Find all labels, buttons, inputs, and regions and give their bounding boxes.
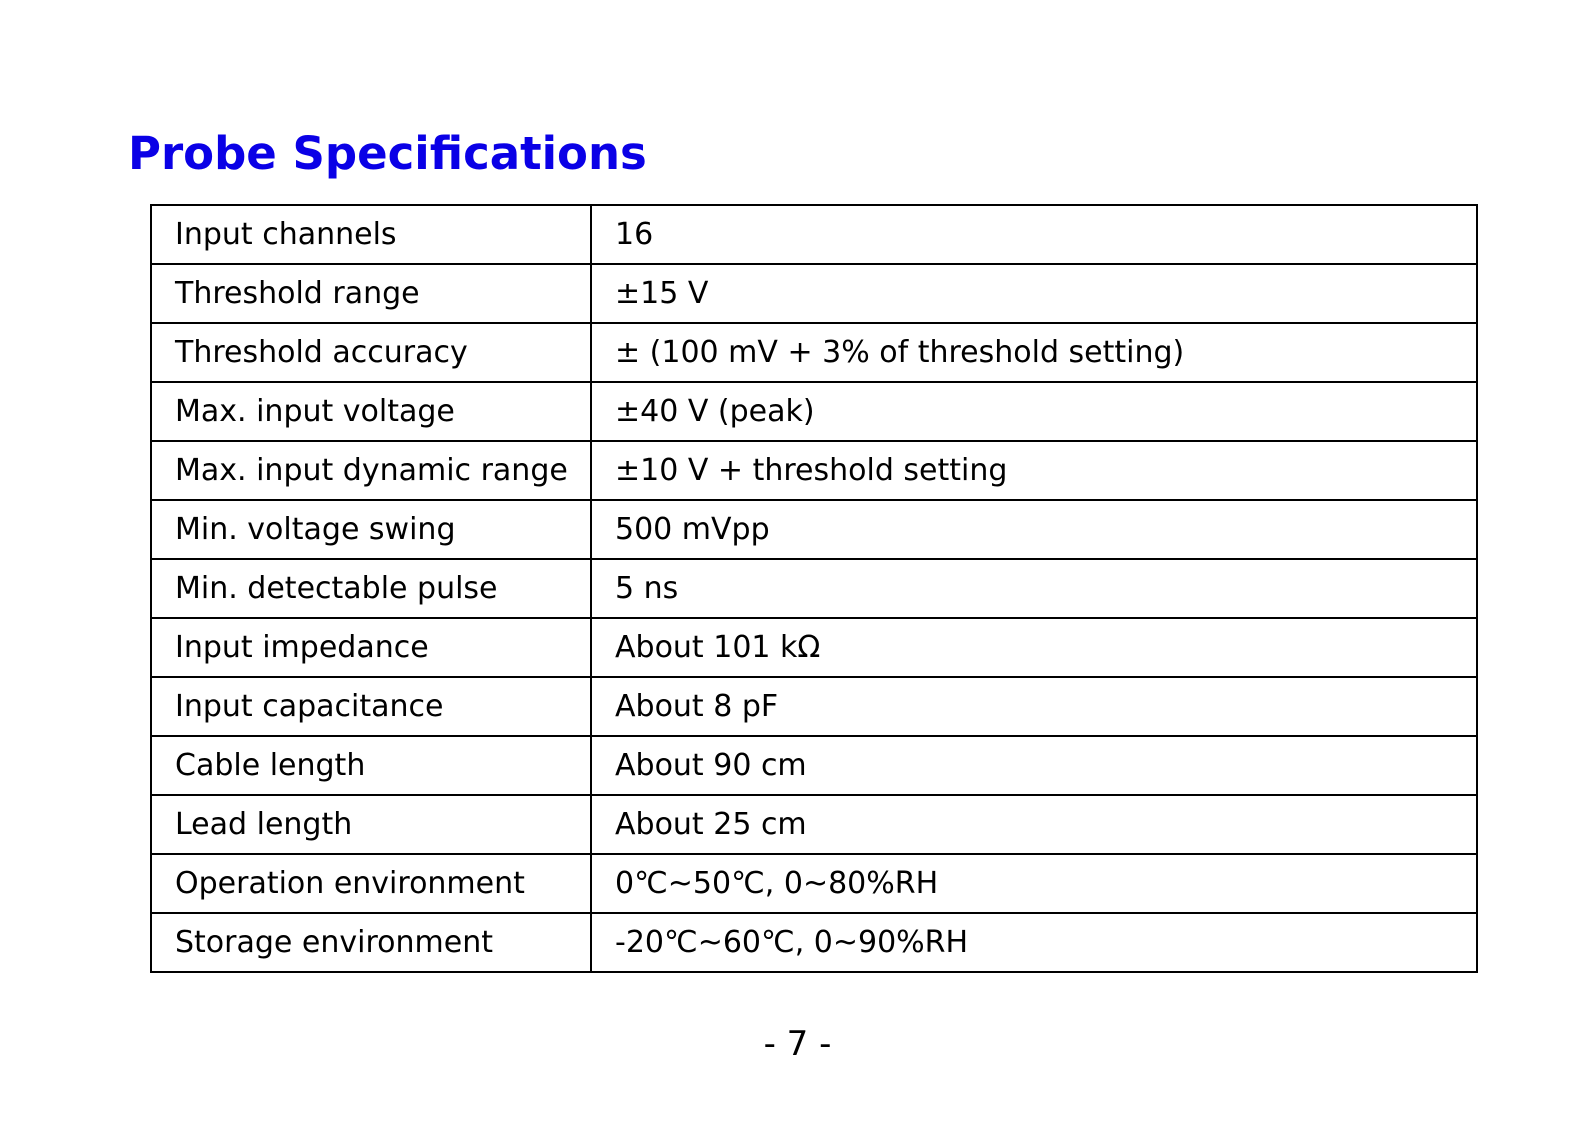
spec-label: Input impedance xyxy=(151,618,591,677)
table-row xyxy=(151,677,1477,736)
spec-value: ±15 V xyxy=(591,264,1477,323)
spec-value: ±40 V (peak) xyxy=(591,382,1477,441)
page-number: - 7 - xyxy=(763,1024,832,1064)
spec-value: About 101 kΩ xyxy=(591,618,1477,677)
table-row xyxy=(151,500,1477,559)
spec-value: 0℃~50℃, 0~80%RH xyxy=(591,854,1477,913)
spec-label: Operation environment xyxy=(151,854,591,913)
page-title: Probe Specifications xyxy=(128,127,647,180)
spec-value: ±10 V + threshold setting xyxy=(591,441,1477,500)
spec-value: 500 mVpp xyxy=(591,500,1477,559)
table-row xyxy=(151,264,1477,323)
spec-label: Min. detectable pulse xyxy=(151,559,591,618)
spec-label: Max. input voltage xyxy=(151,382,591,441)
spec-value: About 25 cm xyxy=(591,795,1477,854)
spec-label: Input channels xyxy=(151,205,591,264)
spec-value: 5 ns xyxy=(591,559,1477,618)
spec-label: Lead length xyxy=(151,795,591,854)
spec-label: Threshold range xyxy=(151,264,591,323)
table-row xyxy=(151,913,1477,972)
table-row xyxy=(151,795,1477,854)
spec-value: ± (100 mV + 3% of threshold setting) xyxy=(591,323,1477,382)
table-row xyxy=(151,323,1477,382)
table-row xyxy=(151,559,1477,618)
spec-value: 16 xyxy=(591,205,1477,264)
spec-value: -20℃~60℃, 0~90%RH xyxy=(591,913,1477,972)
spec-table xyxy=(150,204,1478,973)
spec-value: About 90 cm xyxy=(591,736,1477,795)
spec-label: Input capacitance xyxy=(151,677,591,736)
table-row xyxy=(151,854,1477,913)
table-row xyxy=(151,736,1477,795)
table-row xyxy=(151,205,1477,264)
spec-label: Cable length xyxy=(151,736,591,795)
spec-label: Min. voltage swing xyxy=(151,500,591,559)
spec-label: Threshold accuracy xyxy=(151,323,591,382)
spec-label: Max. input dynamic range xyxy=(151,441,591,500)
spec-value: About 8 pF xyxy=(591,677,1477,736)
table-row xyxy=(151,618,1477,677)
table-row xyxy=(151,382,1477,441)
spec-label: Storage environment xyxy=(151,913,591,972)
table-row xyxy=(151,441,1477,500)
